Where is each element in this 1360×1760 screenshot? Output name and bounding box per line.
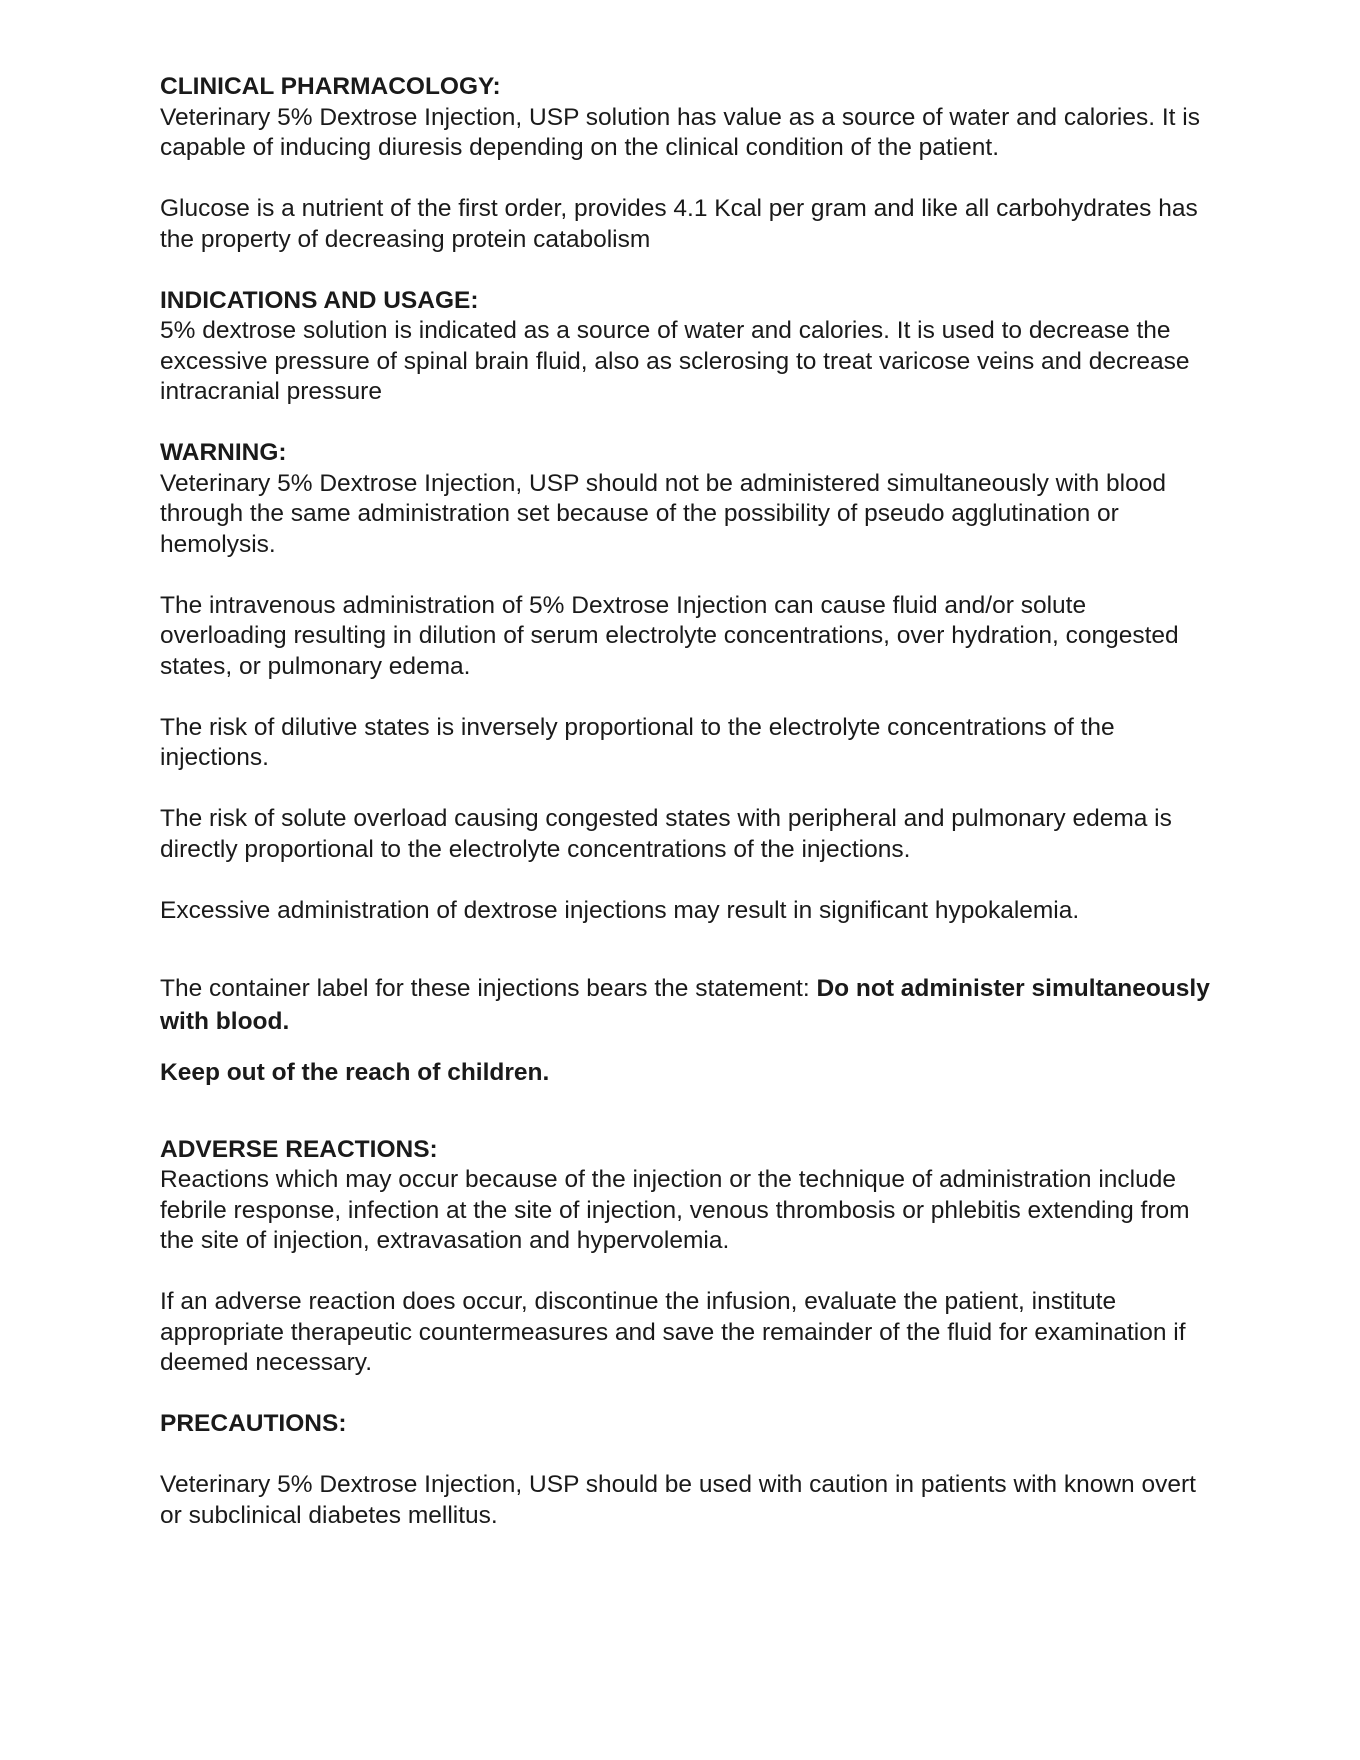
indications-paragraph-1: 5% dextrose solution is indicated as a source of water and calories. It is used to decrease the excessive pressure of spinal brain fluid, also as sclerosing to treat varicose veins and decrease intracranial pressure	[160, 317, 1190, 405]
indications-heading: INDICATIONS AND USAGE:	[160, 286, 479, 314]
precautions-paragraph-1: Veterinary 5% Dextrose Injection, USP should be used with caution in patients with known overt or subclinical diabetes mellitus.	[160, 1471, 1196, 1529]
warning-paragraph-4: The risk of solute overload causing congested states with peripheral and pulmonary edema is directly proportional to the electrolyte concentrations of the injections.	[160, 805, 1172, 863]
warning-section	[160, 438, 1210, 1089]
clinical-pharmacology-section	[160, 72, 1210, 255]
clinical-pharmacology-heading: CLINICAL PHARMACOLOGY:	[160, 73, 501, 100]
precautions-heading: PRECAUTIONS:	[160, 1410, 347, 1437]
warning-paragraph-3: The risk of dilutive states is inversely proportional to the electrolyte concentrations of the injections.	[160, 713, 1115, 771]
container-label-intro: The container label for these injections bears the statement:	[160, 975, 817, 1002]
document-page	[160, 72, 1210, 1531]
container-label-statement	[160, 972, 1210, 1038]
adverse-reactions-section	[160, 1135, 1210, 1379]
adverse-reactions-heading: ADVERSE REACTIONS:	[160, 1135, 438, 1163]
adverse-reactions-paragraph-2: If an adverse reaction does occur, discontinue the infusion, evaluate the patient, institute appropriate therapeutic countermeasures and save the remainder of the fluid for examination if deemed necessary.	[160, 1288, 1186, 1376]
precautions-section	[160, 1409, 1210, 1531]
warning-heading: WARNING:	[160, 439, 287, 466]
keep-out-of-reach-notice: Keep out of the reach of children.	[160, 1059, 550, 1086]
container-label-warning: Do not administer simultaneously with blood.	[160, 975, 1210, 1035]
adverse-reactions-paragraph-1: Reactions which may occur because of the injection or the technique of administration include febrile response, infection at the site of injection, venous thrombosis or phlebitis extending from the site of injection, extravasation and hypervolemia.	[160, 1166, 1190, 1254]
clinical-pharmacology-paragraph-1: Veterinary 5% Dextrose Injection, USP solution has value as a source of water and calories. It is capable of inducing diuresis depending on the clinical condition of the patient.	[160, 103, 1200, 161]
warning-paragraph-1: Veterinary 5% Dextrose Injection, USP should not be administered simultaneously with blood through the same administration set because of the possibility of pseudo agglutination or hemolysis.	[160, 469, 1166, 558]
warning-paragraph-5: Excessive administration of dextrose injections may result in significant hypokalemia.	[160, 896, 1080, 924]
clinical-pharmacology-paragraph-2: Glucose is a nutrient of the first order, provides 4.1 Kcal per gram and like all carbohydrates has the property of decreasing protein catabolism	[160, 195, 1198, 253]
warning-paragraph-2: The intravenous administration of 5% Dextrose Injection can cause fluid and/or solute overloading resulting in dilution of serum electrolyte concentrations, over hydration, congested states, or pulmonary edema.	[160, 591, 1179, 680]
indications-section	[160, 286, 1210, 408]
